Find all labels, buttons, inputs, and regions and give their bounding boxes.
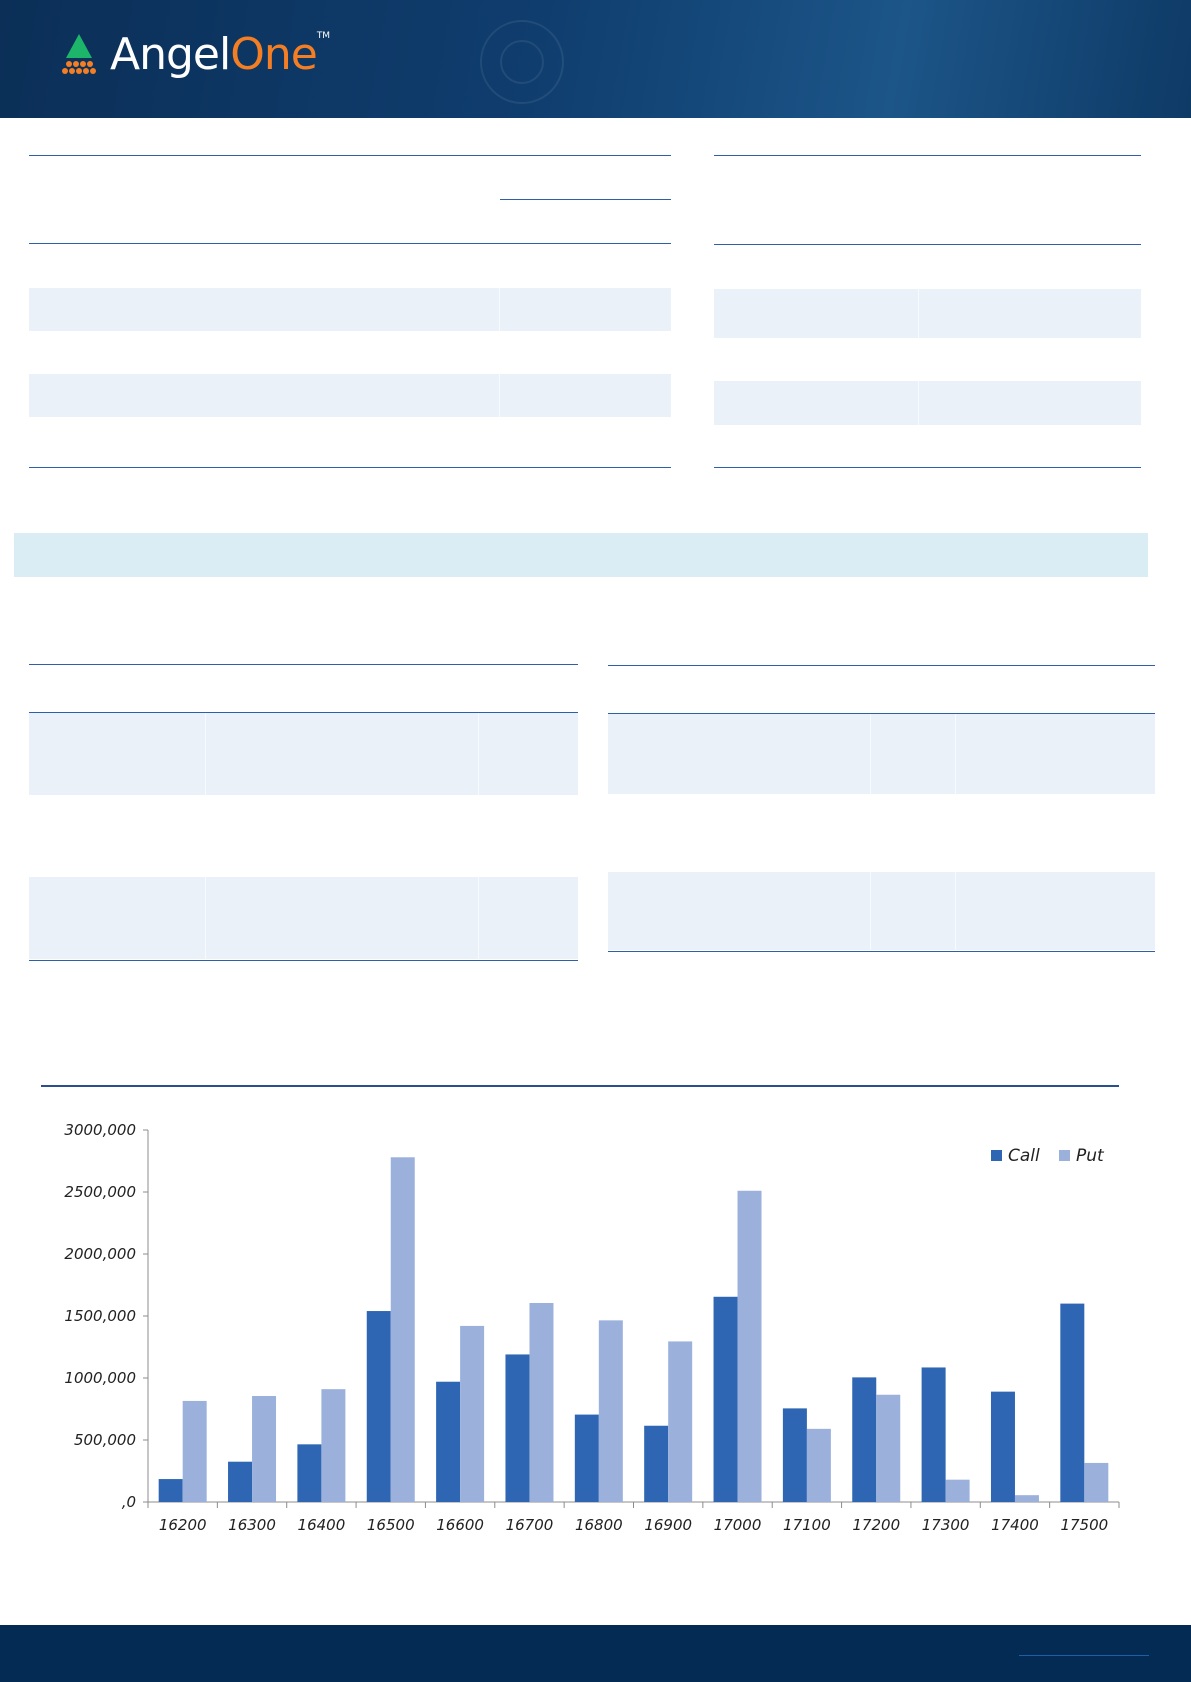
legend-label-call: Call — [1008, 1146, 1040, 1166]
table-row — [608, 714, 1155, 794]
footer-link-underline[interactable] — [1019, 1655, 1149, 1656]
bar-put-17400 — [1015, 1495, 1039, 1502]
x-tick-label: 17200 — [852, 1516, 901, 1534]
table-rule — [29, 960, 578, 961]
logo-wordmark: AngelOne — [110, 28, 317, 80]
y-tick-label: 500,000 — [73, 1431, 136, 1449]
bar-put-17100 — [807, 1429, 831, 1502]
x-tick-label: 17100 — [783, 1516, 831, 1534]
bar-put-16400 — [321, 1389, 345, 1502]
table-separator — [205, 713, 206, 795]
bar-call-17500 — [1060, 1304, 1084, 1502]
bar-put-16300 — [252, 1396, 276, 1502]
table-rule — [29, 155, 671, 156]
table-separator — [499, 374, 500, 417]
bar-call-17100 — [783, 1408, 807, 1502]
logo-trademark: TM — [316, 31, 331, 41]
bar-put-17300 — [946, 1480, 970, 1502]
bar-call-16900 — [644, 1426, 668, 1502]
table-rule — [608, 665, 1155, 666]
x-tick-label: 16900 — [644, 1516, 693, 1534]
table-rule — [29, 467, 671, 468]
bar-call-17400 — [991, 1392, 1015, 1502]
legend-label-put: Put — [1076, 1146, 1104, 1166]
y-tick-label: 2000,000 — [64, 1245, 136, 1263]
table-separator — [870, 714, 871, 794]
bar-call-16400 — [297, 1444, 321, 1502]
header-decoration — [500, 40, 544, 84]
table-separator — [918, 381, 919, 425]
y-tick-label: ,0 — [121, 1493, 136, 1511]
section-banner — [14, 533, 1148, 577]
logo-pyramid-icon — [56, 32, 102, 76]
bar-call-16800 — [575, 1415, 599, 1502]
bar-call-17200 — [852, 1377, 876, 1502]
bar-put-16200 — [183, 1401, 207, 1502]
table-separator — [499, 288, 500, 331]
bar-call-16200 — [159, 1479, 183, 1502]
table-rule — [29, 243, 671, 244]
page-footer — [0, 1625, 1191, 1682]
x-tick-label: 17000 — [713, 1516, 762, 1534]
x-tick-label: 16200 — [158, 1516, 207, 1534]
x-tick-label: 17500 — [1060, 1516, 1109, 1534]
bar-call-17000 — [714, 1297, 738, 1502]
table-rule — [608, 951, 1155, 952]
bar-call-16700 — [505, 1354, 529, 1502]
table-row — [714, 289, 1141, 338]
table-row — [608, 872, 1155, 950]
x-tick-label: 16400 — [297, 1516, 346, 1534]
page-header — [0, 0, 1191, 118]
table-rule — [714, 467, 1141, 468]
bar-put-16900 — [668, 1341, 692, 1502]
table-separator — [955, 714, 956, 794]
x-tick-label: 16800 — [574, 1516, 623, 1534]
y-tick-label: 1500,000 — [64, 1307, 136, 1325]
bar-call-16600 — [436, 1382, 460, 1502]
x-tick-label: 16300 — [228, 1516, 276, 1534]
bar-put-16700 — [529, 1303, 553, 1502]
table-row — [29, 713, 578, 795]
bar-call-16500 — [367, 1311, 391, 1502]
table-separator — [955, 872, 956, 950]
table-row — [714, 381, 1141, 425]
table-rule — [714, 155, 1141, 156]
bar-call-17300 — [922, 1367, 946, 1502]
table-separator — [918, 289, 919, 338]
table-separator — [870, 872, 871, 950]
table-row — [29, 374, 671, 417]
y-tick-label: 1000,000 — [64, 1369, 136, 1387]
oi-bar-chart — [0, 1080, 1191, 1550]
table-rule — [500, 199, 671, 200]
x-tick-label: 17400 — [991, 1516, 1039, 1534]
table-row — [29, 877, 578, 959]
table-separator — [478, 877, 479, 959]
bar-put-16600 — [460, 1326, 484, 1502]
angelone-logo — [56, 24, 330, 84]
legend-swatch-call — [991, 1150, 1002, 1161]
bar-put-16800 — [599, 1320, 623, 1502]
table-rule — [29, 664, 578, 665]
x-tick-label: 16600 — [436, 1516, 484, 1534]
table-row — [29, 288, 671, 331]
x-tick-label: 16700 — [505, 1516, 554, 1534]
y-tick-label: 3000,000 — [64, 1121, 136, 1139]
bar-put-17200 — [876, 1395, 900, 1502]
x-tick-label: 17300 — [921, 1516, 970, 1534]
table-separator — [478, 713, 479, 795]
legend-swatch-put — [1059, 1150, 1070, 1161]
bar-call-16300 — [228, 1462, 252, 1502]
x-tick-label: 16500 — [366, 1516, 415, 1534]
bar-put-16500 — [391, 1157, 415, 1502]
bar-put-17500 — [1084, 1463, 1108, 1502]
table-rule — [714, 244, 1141, 245]
bar-put-17000 — [738, 1191, 762, 1502]
table-separator — [205, 877, 206, 959]
y-tick-label: 2500,000 — [64, 1183, 136, 1201]
